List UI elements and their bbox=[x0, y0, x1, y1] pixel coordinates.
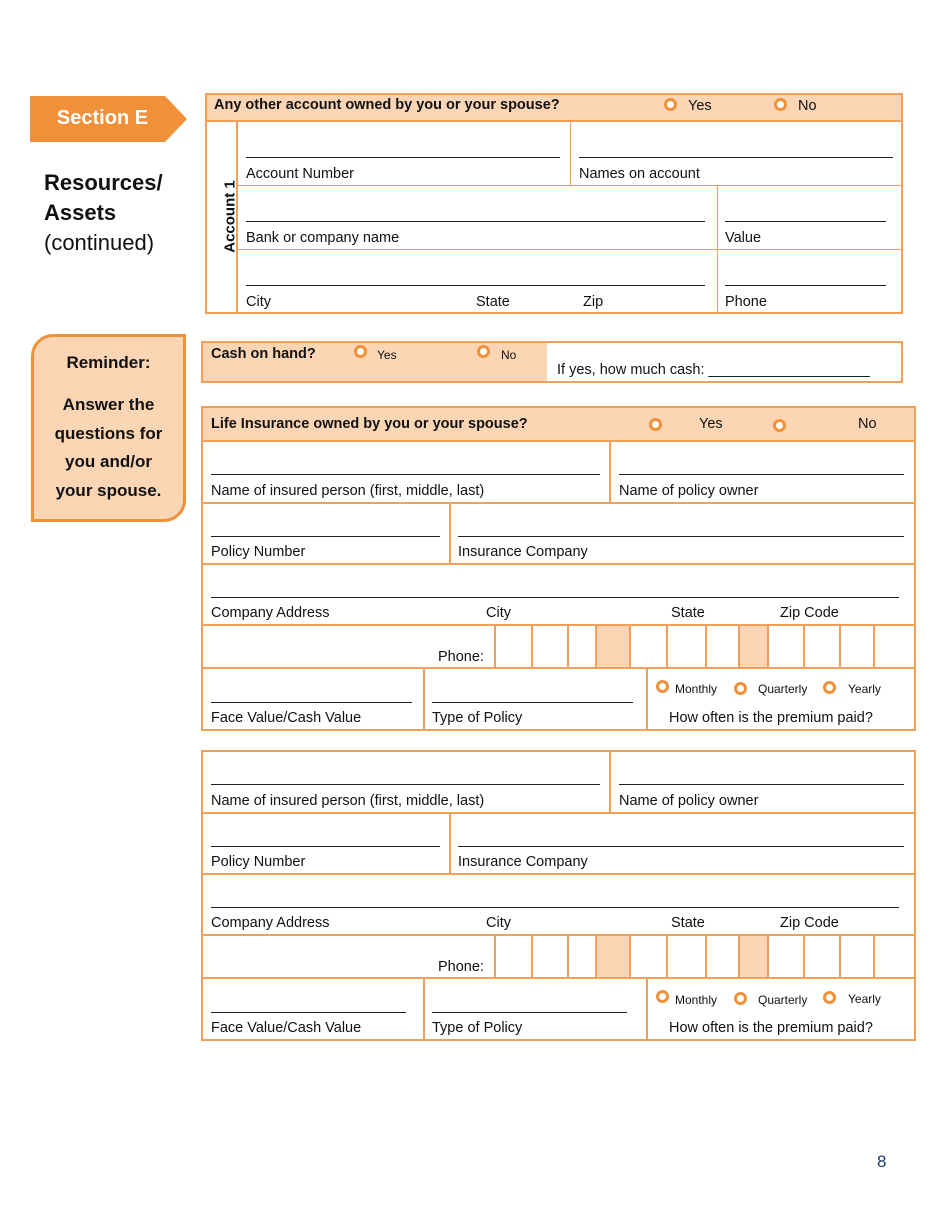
reminder-line4: your spouse. bbox=[55, 480, 162, 500]
company-city-label-2: City bbox=[486, 915, 511, 931]
quarterly-label-2: Quarterly bbox=[758, 993, 808, 1007]
policy-owner-line-2[interactable] bbox=[619, 784, 904, 785]
other-account-yes-label: Yes bbox=[688, 98, 712, 114]
value-label: Value bbox=[725, 230, 762, 246]
face-value-label-2: Face Value/Cash Value bbox=[211, 1020, 362, 1036]
policy-type-label-1: Type of Policy bbox=[432, 710, 523, 726]
life-insurance-yes-radio[interactable] bbox=[649, 418, 662, 431]
yearly-label-1: Yearly bbox=[848, 682, 881, 696]
other-account-no-radio[interactable] bbox=[774, 98, 787, 111]
bank-name-label: Bank or company name bbox=[246, 230, 400, 246]
section-title bbox=[44, 168, 163, 258]
reminder-line1: Answer the bbox=[62, 395, 155, 414]
account-side-label: Account 1 bbox=[221, 180, 239, 253]
insured-name-line-1[interactable] bbox=[211, 474, 600, 475]
insured-name-label-1: Name of insured person (first, middle, last) bbox=[211, 483, 485, 499]
account-zip-label: Zip bbox=[583, 294, 604, 310]
monthly-radio-2[interactable] bbox=[656, 990, 669, 1003]
section-title-line3: (continued) bbox=[44, 230, 155, 255]
face-value-label-1: Face Value/Cash Value bbox=[211, 710, 362, 726]
policy-number-label-1: Policy Number bbox=[211, 544, 306, 560]
reminder-line2: questions for bbox=[54, 423, 163, 443]
value-line[interactable] bbox=[725, 221, 886, 222]
quarterly-radio-1[interactable] bbox=[734, 682, 747, 695]
cash-yes-label: Yes bbox=[377, 348, 397, 362]
account-state-label: State bbox=[476, 294, 510, 310]
quarterly-label-1: Quarterly bbox=[758, 682, 808, 696]
cash-no-radio[interactable] bbox=[477, 345, 490, 358]
insured-name-line-2[interactable] bbox=[211, 784, 600, 785]
account-number-label: Account Number bbox=[246, 166, 354, 182]
policy-number-line-1[interactable] bbox=[211, 536, 440, 537]
policy-type-line-1[interactable] bbox=[432, 702, 633, 703]
insurance-company-label-2: Insurance Company bbox=[458, 854, 588, 870]
reminder-box bbox=[31, 334, 186, 522]
section-tab-label: Section E bbox=[56, 107, 149, 129]
insurance-company-label-1: Insurance Company bbox=[458, 544, 588, 560]
life-insurance-question: Life Insurance owned by you or your spouse? bbox=[211, 416, 528, 432]
cash-no-label: No bbox=[501, 348, 517, 362]
yearly-radio-1[interactable] bbox=[823, 681, 836, 694]
insured-name-label-2: Name of insured person (first, middle, last) bbox=[211, 793, 485, 809]
policy-type-label-2: Type of Policy bbox=[432, 1020, 523, 1036]
company-state-label-1: State bbox=[671, 605, 705, 621]
company-address-line-2[interactable] bbox=[211, 907, 899, 908]
other-account-no-label: No bbox=[798, 98, 817, 114]
other-account-yes-radio[interactable] bbox=[664, 98, 677, 111]
premium-question-1: How often is the premium paid? bbox=[669, 710, 873, 726]
page-number: 8 bbox=[877, 1152, 887, 1171]
company-zip-label-2: Zip Code bbox=[780, 915, 839, 931]
quarterly-radio-2[interactable] bbox=[734, 992, 747, 1005]
cash-yes-radio[interactable] bbox=[354, 345, 367, 358]
names-on-account-line[interactable] bbox=[579, 157, 893, 158]
account-city-label: City bbox=[246, 294, 271, 310]
face-value-line-2[interactable] bbox=[211, 1012, 406, 1013]
life-insurance-yes-label: Yes bbox=[699, 416, 723, 432]
monthly-label-2: Monthly bbox=[675, 993, 718, 1007]
life-insurance-no-radio[interactable] bbox=[773, 419, 786, 432]
policy-owner-label-2: Name of policy owner bbox=[619, 793, 759, 809]
account-phone-line[interactable] bbox=[725, 285, 886, 286]
insurance-company-line-2[interactable] bbox=[458, 846, 904, 847]
names-on-account-label: Names on account bbox=[579, 166, 700, 182]
policy-number-label-2: Policy Number bbox=[211, 854, 306, 870]
premium-question-2: How often is the premium paid? bbox=[669, 1020, 873, 1036]
account-address-line[interactable] bbox=[246, 285, 705, 286]
cash-question: Cash on hand? bbox=[211, 346, 316, 362]
policy-owner-label-1: Name of policy owner bbox=[619, 483, 759, 499]
policy-number-line-2[interactable] bbox=[211, 846, 440, 847]
policy-owner-line-1[interactable] bbox=[619, 474, 904, 475]
phone-label-2: Phone: bbox=[438, 959, 484, 975]
bank-name-line[interactable] bbox=[246, 221, 705, 222]
section-title-line1: Resources/ bbox=[44, 170, 163, 195]
cash-amount-label[interactable]: If yes, how much cash: ____________________ bbox=[557, 362, 870, 378]
yearly-radio-2[interactable] bbox=[823, 991, 836, 1004]
other-account-question: Any other account owned by you or your spouse? bbox=[214, 97, 560, 113]
policy-type-line-2[interactable] bbox=[432, 1012, 627, 1013]
section-tab bbox=[30, 96, 187, 142]
reminder-line3: you and/or bbox=[65, 452, 152, 471]
company-address-line-1[interactable] bbox=[211, 597, 899, 598]
company-city-label-1: City bbox=[486, 605, 511, 621]
phone-label-1: Phone: bbox=[438, 649, 484, 665]
reminder-heading: Reminder: bbox=[66, 353, 151, 372]
company-state-label-2: State bbox=[671, 915, 705, 931]
life-insurance-no-label: No bbox=[858, 416, 877, 432]
monthly-label-1: Monthly bbox=[675, 682, 718, 696]
company-address-label-1: Company Address bbox=[211, 605, 330, 621]
yearly-label-2: Yearly bbox=[848, 992, 881, 1006]
company-zip-label-1: Zip Code bbox=[780, 605, 839, 621]
company-address-label-2: Company Address bbox=[211, 915, 330, 931]
insurance-company-line-1[interactable] bbox=[458, 536, 904, 537]
account-number-line[interactable] bbox=[246, 157, 560, 158]
monthly-radio-1[interactable] bbox=[656, 680, 669, 693]
account-phone-label: Phone bbox=[725, 294, 767, 310]
face-value-line-1[interactable] bbox=[211, 702, 412, 703]
section-title-line2: Assets bbox=[44, 200, 117, 225]
